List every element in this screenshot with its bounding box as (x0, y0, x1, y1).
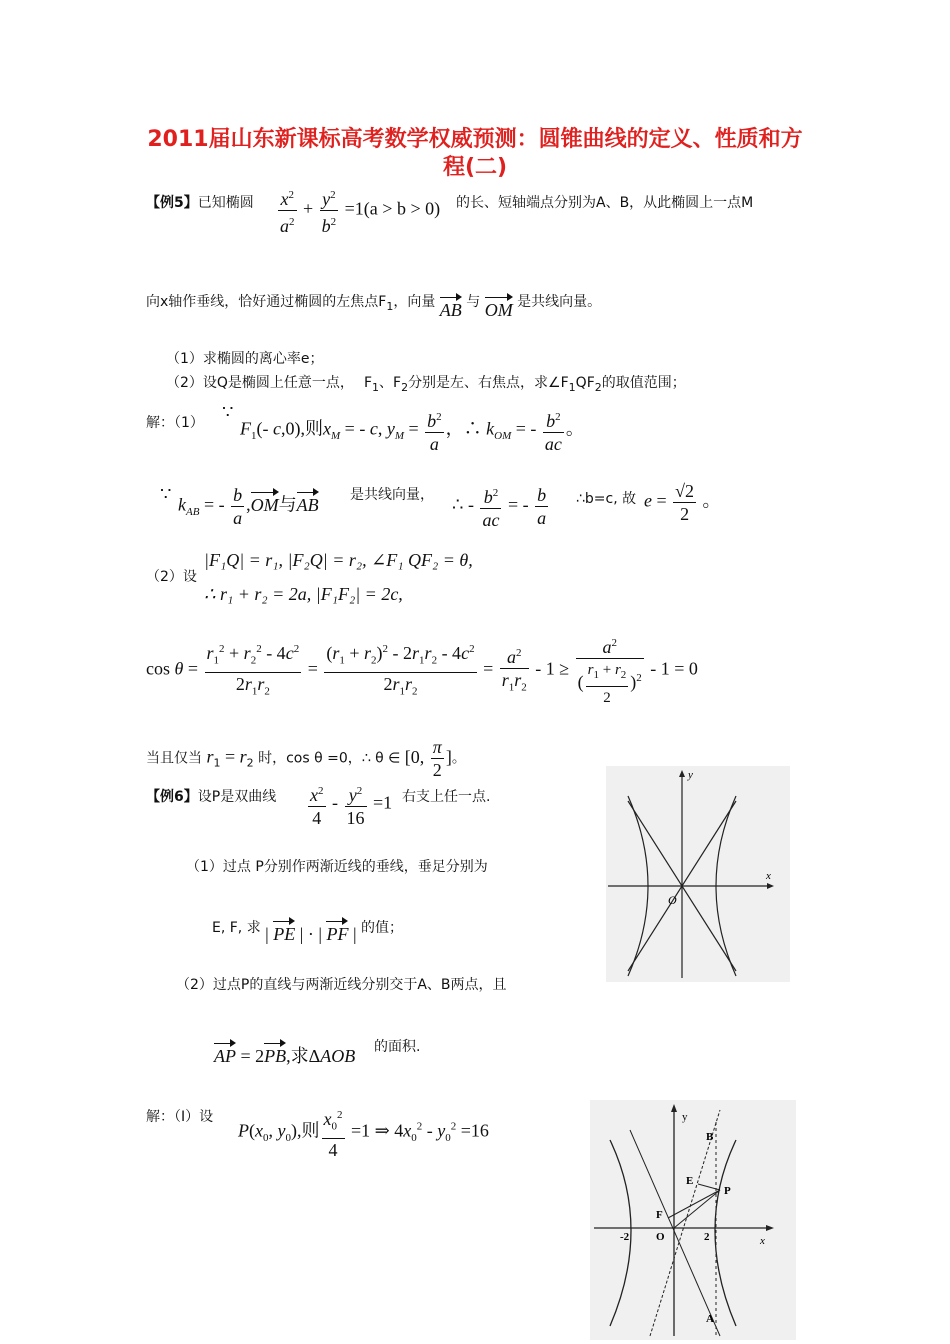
fig1-y-label: y (688, 769, 693, 781)
because-symbol-2: ∵ (160, 484, 172, 504)
fig2-asymptote-2 (650, 1110, 720, 1336)
ex5-label: 【例5】 (146, 195, 198, 211)
because-symbol: ∵ (222, 402, 234, 422)
fig2-label-a: A (706, 1313, 714, 1325)
fig2-label-b: B (706, 1131, 714, 1143)
fig1-x-label: x (766, 870, 771, 882)
ex5-desc-line2: 向x轴作垂线，恰好通过椭圆的左焦点$F_1$，向量 AB 与 OM 是共线向量。 (146, 294, 602, 320)
solution1-bc: ∴b=c, 故 (576, 491, 637, 507)
solution1-line1: $F_1(-$ c,0),则$x_M$ = - c, $y_M$ = $\frac{b^2}{a}$ ，∴ $k_{OM}$ = - $\frac{b^2}{ac}$ 。 (240, 406, 584, 455)
ex6-question-2-eq: AP = 2PB,求ΔAOB (214, 1046, 356, 1066)
ex6-solution-label: 解：（I）设 (146, 1109, 214, 1125)
ellipse-equation-tail: =1(a > b > 0) (344, 198, 441, 219)
solution2-line1: |F₁Q| = r₁, |F₂Q| = r₂, ∠F₁ QF₂ = θ, (204, 550, 473, 570)
ex5-question-2: （2）设Q是椭圆上任意一点， $F_1$、$F_2$分别是左、右焦点，求$\angle F_1QF_2$的取值范围； (166, 375, 686, 394)
vector-om: OM (484, 300, 513, 320)
solution2-final: 当且仅当 $r_1 = r_2$ 时，cos θ =0，∴ θ ∈ [0, $\frac{\pi}{2}$ ]。 (146, 737, 466, 780)
ex6-question-1: （1）过点 P分别作两渐近线的垂线，垂足分别为 (186, 859, 488, 875)
fig2-segment-ep (698, 1184, 720, 1190)
ex6-question-2-tail: 的面积. (374, 1039, 421, 1055)
ex5-intro: 已知椭圆 (197, 195, 254, 211)
solution1-line2-text: 是共线向量， (350, 487, 434, 503)
fig2-segment-fp (668, 1190, 720, 1218)
cos-theta-derivation: cos θ = $\frac{r_1^2 + r_2^2 - 4c^2}{2r_1r_2}$ = $\frac{(r_1 + r_2)^2 - 2r_1r_2 - 4c^2}{2r_1r_2}$ = $\frac{a^2}{r_1r_2}$ - 1 ≥ $a^2$ ( $\frac{r_1 + r_2}{2}$ )$^2$ - 1 = 0 (146, 632, 698, 709)
vector-ab: AB (439, 300, 462, 320)
fig2-label-y: y (682, 1111, 688, 1123)
fig2-label-neg2: -2 (620, 1231, 630, 1243)
fig2-label-o: O (656, 1231, 665, 1243)
fig2-label-pos2: 2 (704, 1231, 710, 1243)
ex6-question-1b: E, F, 求 | PE | · | PF | 的值； (212, 920, 404, 944)
fig2-label-f: F (656, 1209, 663, 1221)
fig2-label-e: E (686, 1175, 694, 1187)
solution1-line2: $k_{AB}$ = - $\frac{b}{a}$ ,OM与AB (178, 485, 319, 528)
ex5-desc-line1: 的长、短轴端点分别为A、B，从此椭圆上一点M (456, 195, 754, 211)
page-title-line2: 程(二) (442, 155, 508, 180)
fig2-label-x: x (760, 1235, 765, 1247)
hyperbola-equation: $\frac{x^2}{4}$ - $\frac{y^2}{16}$ =1 (306, 780, 392, 829)
solution2-label: （2）设 (146, 569, 197, 585)
ex5-solution-label: 解：（1） (146, 415, 204, 431)
eccentricity-result: e = $\frac{√2}{2}$ 。 (644, 481, 721, 524)
fig1-origin-label: O (668, 893, 677, 907)
fig2-label-p: P (724, 1185, 731, 1197)
ex6-question-2: （2）过点P的直线与两渐近线分别交于A、B两点，且 (176, 977, 507, 993)
ex5-question-1: （1）求椭圆的离心率e； (166, 351, 324, 367)
page-title-line1: 2011届山东新课标高考数学权威预测：圆锥曲线的定义、性质和方 (147, 127, 803, 152)
hyperbola-figure-2 (590, 1100, 796, 1340)
ex5-heading (146, 192, 254, 212)
hyperbola-figure-1 (606, 766, 790, 982)
fig2-segment-op (674, 1190, 720, 1228)
solution2-line2: ∴ r₁ + r₂ = 2a, |F₁F₂| = 2c, (204, 584, 403, 604)
solution1-line2-eq: ∴ - $\frac{b^2}{ac}$ = - $\frac{b}{a}$ (452, 482, 550, 531)
ex6-tail: 右支上任一点. (402, 789, 491, 805)
fig2-right-branch (715, 1140, 736, 1326)
ellipse-equation: $\frac{x^2}{a^2}$ + $\frac{y^2}{b^2}$ =1(a > b > 0) (276, 184, 440, 237)
ex6-solution-line: $P(x_0$, $y_0$),则 $\frac{x_0^2}{4}$ =1 ⇒ $4x_0^2 - y_0^2 =16$ (238, 1104, 489, 1161)
ex6-heading: 【例6】设P是双曲线 (146, 789, 277, 805)
